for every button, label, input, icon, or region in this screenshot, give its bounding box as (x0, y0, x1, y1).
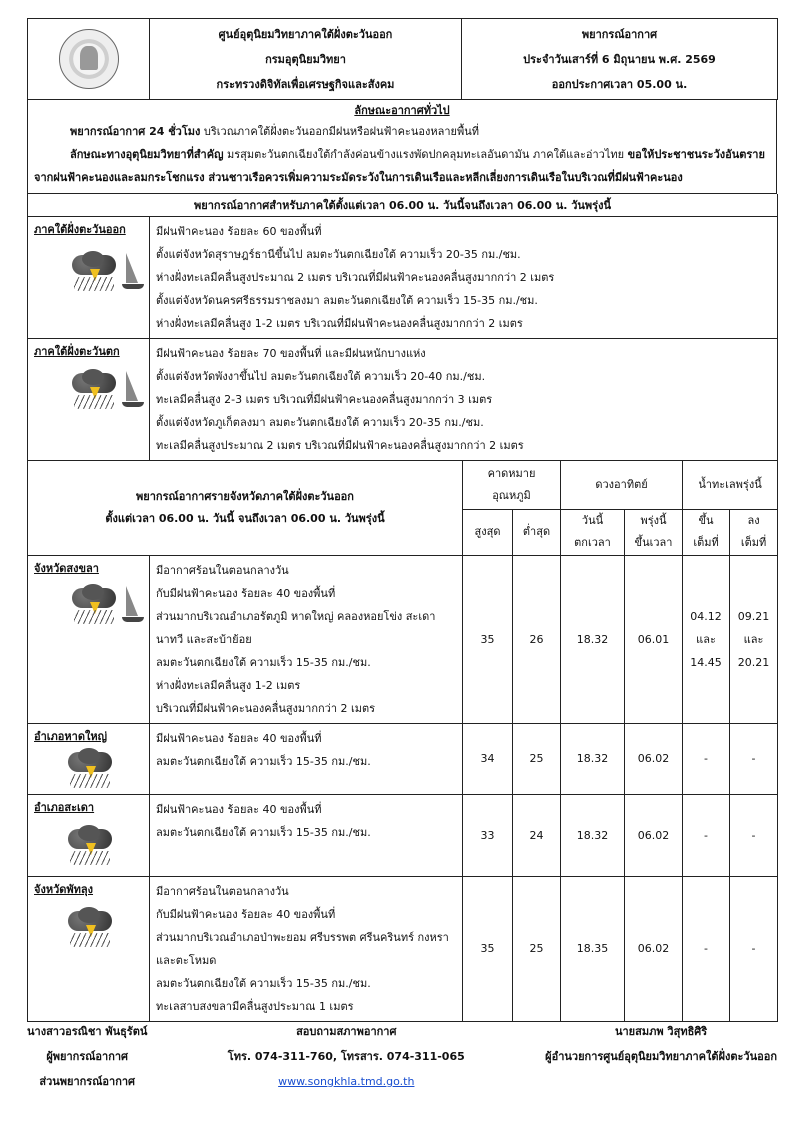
tide-up-times: - (683, 794, 730, 876)
sunrise-time: 06.02 (625, 876, 683, 1021)
max-temp: 35 (463, 555, 513, 723)
tide-down-label-2: เต็มที่ (740, 536, 767, 549)
min-temp: 25 (513, 723, 561, 794)
sunrise-time: 06.01 (625, 555, 683, 723)
province-row-sadao (28, 794, 778, 876)
province-row-songkhla (28, 555, 778, 723)
region-line: มีฝนฟ้าคะนอง ร้อยละ 60 ของพื้นที่ (156, 225, 322, 238)
tide-up-times: - (683, 876, 730, 1021)
forecaster-name: นางสาวอรณิชา พันธุรัตน์ (27, 1025, 148, 1038)
province-label-cell (28, 555, 150, 723)
province-icons (64, 748, 143, 790)
provincial-title-2: ตั้งแต่เวลา 06.00 น. วันนี้ จนถึงเวลา 06.00 น. วันพรุ่งนี้ (105, 511, 385, 525)
sunset-time: 18.32 (561, 794, 625, 876)
tide-up-1: 04.12 (690, 609, 722, 623)
general-paragraph-2 (34, 143, 770, 189)
min-temp: 26 (513, 555, 561, 723)
province-label-cell (28, 794, 150, 876)
region-line: ตั้งแต่จังหวัดนครศรีธรรมราชลงมา ลมตะวันตกเฉียงใต้ ความเร็ว 15-35 กม./ชม. (156, 294, 538, 307)
region-line: ตั้งแต่จังหวัดสุราษฎร์ธานีขึ้นไป ลมตะวันตกเฉียงใต้ ความเร็ว 20-35 กม./ชม. (156, 248, 521, 261)
regional-band: พยากรณ์อากาศสำหรับภาคใต้ตั้งแต่เวลา 06.00 น. วันนี้จนถึงเวลา 06.00 น. วันพรุ่งนี้ (28, 194, 778, 217)
min-temp: 24 (513, 794, 561, 876)
director-name: นายสมภพ วิสุทธิศิริ (614, 1025, 708, 1038)
issue-time: ออกประกาศเวลา 05.00 น. (551, 77, 688, 91)
province-text (150, 555, 463, 723)
thunderstorm-rain-icon (68, 369, 118, 411)
province-line: มีอากาศร้อนในตอนกลางวัน (156, 884, 289, 898)
director-role: ผู้อำนวยการศูนย์อุตุนิยมวิทยาภาคใต้ฝั่งตะวันออก (545, 1050, 777, 1063)
forecaster-dept: ส่วนพยากรณ์อากาศ (39, 1075, 136, 1088)
province-row-phatthalung (28, 876, 778, 1021)
region-line: ทะเลมีคลื่นสูงประมาณ 2 เมตร บริเวณที่มีฝนฟ้าคะนองคลื่นสูงมากกว่า 2 เมตร (156, 439, 524, 452)
province-name: อำเภอสะเดา (34, 800, 95, 814)
province-text (150, 723, 463, 794)
sunrise-time: 06.02 (625, 723, 683, 794)
thunderstorm-rain-icon (64, 748, 116, 790)
province-line: ทะเลสาบสงขลามีคลื่นสูงประมาณ 1 เมตร (156, 999, 354, 1013)
sailboat-icon (122, 253, 143, 293)
region-icons (68, 369, 143, 411)
p2-warning: ขอให้ประชาชนระวังอันตรายจากฝนฟ้าคะนองและลมกระโชกแรง ส่วนชาวเรือควรเพิ่มความระมัดระวังในการเดินเรือและหลีกเลี่ยงการเดินเรือในบริเวณที่มีฝนฟ้าคะนอง (34, 148, 765, 184)
agency-line2: กรมอุตุนิยมวิทยา (265, 52, 346, 66)
sun-header: ดวงอาทิตย์ (561, 461, 683, 509)
region-line: มีฝนฟ้าคะนอง ร้อยละ 70 ของพื้นที่ และมีฝนหนักบางแห่ง (156, 347, 426, 360)
tide-down-times (730, 555, 778, 723)
website-link[interactable]: www.songkhla.tmd.go.th (278, 1075, 415, 1088)
sunset-label-1: วันนี้ (581, 514, 604, 527)
region-cell-east (28, 217, 150, 339)
sunrise-label-2: ขึ้นเวลา (634, 536, 673, 549)
tide-down-times: - (730, 794, 778, 876)
region-icons (68, 251, 143, 293)
sunset-time: 18.32 (561, 555, 625, 723)
province-line: บริเวณที่มีฝนฟ้าคะนองคลื่นสูงมากกว่า 2 เมตร (156, 701, 376, 715)
province-line: กับมีฝนฟ้าคะนอง ร้อยละ 40 ของพื้นที่ (156, 907, 336, 921)
tide-down-label-1: ลง (747, 514, 760, 527)
province-line: มีฝนฟ้าคะนอง ร้อยละ 40 ของพื้นที่ (156, 731, 322, 745)
thunderstorm-rain-icon (68, 251, 118, 293)
province-line: ส่วนมากบริเวณอำเภอรัตภูมิ หาดใหญ่ คลองหอยโข่ง สะเดา (156, 609, 436, 623)
tide-header: น้ำทะเลพรุ่งนี้ (683, 461, 778, 509)
province-text (150, 794, 463, 876)
region-line: ตั้งแต่จังหวัดพังงาขึ้นไป ลมตะวันตกเฉียงใต้ ความเร็ว 20-40 กม./ชม. (156, 370, 486, 383)
max-temp: 35 (463, 876, 513, 1021)
tide-down-1: 09.21 (737, 609, 770, 623)
p1-text: บริเวณภาคใต้ฝั่งตะวันออกมีฝนหรือฝนฟ้าคะนองหลายพื้นที่ (200, 125, 479, 138)
province-label-cell (28, 876, 150, 1021)
doc-info-cell (462, 19, 778, 100)
region-line: ทะเลมีคลื่นสูง 2-3 เมตร บริเวณที่มีฝนฟ้าคะนองคลื่นสูงมากกว่า 3 เมตร (156, 393, 493, 406)
tide-up-label-2: เต็มที่ (693, 536, 719, 549)
department-seal-icon (59, 29, 119, 89)
province-icons (68, 584, 143, 626)
min-temp: 25 (513, 876, 561, 1021)
province-line: ห่างฝั่งทะเลมีคลื่นสูง 1-2 เมตร (156, 678, 301, 692)
tide-up-times: - (683, 723, 730, 794)
province-line: ลมตะวันตกเฉียงใต้ ความเร็ว 15-35 กม./ชม. (156, 655, 371, 669)
doc-title: พยากรณ์อากาศ (581, 27, 658, 41)
temp-header (463, 461, 561, 509)
province-row-hatyai (28, 723, 778, 794)
contact-title: สอบถามสภาพอากาศ (296, 1025, 397, 1038)
region-name: ภาคใต้ฝั่งตะวันตก (34, 345, 120, 358)
province-line: ลมตะวันตกเฉียงใต้ ความเร็ว 15-35 กม./ชม. (156, 754, 371, 768)
sunset-time: 18.35 (561, 876, 625, 1021)
agency-line3: กระทรวงดิจิทัลเพื่อเศรษฐกิจและสังคม (216, 77, 395, 91)
footer (27, 1019, 777, 1094)
province-name: จังหวัดสงขลา (34, 561, 99, 575)
contact-phone: โทร. 074-311-760, โทรสาร. 074-311-065 (227, 1050, 465, 1063)
region-cell-west (28, 339, 150, 461)
seal-cell (28, 19, 150, 100)
tide-down-times: - (730, 723, 778, 794)
province-name: จังหวัดพัทลุง (34, 882, 94, 896)
thunderstorm-rain-icon (64, 825, 116, 867)
province-line: กับมีฝนฟ้าคะนอง ร้อยละ 40 ของพื้นที่ (156, 586, 336, 600)
tide-down-times: - (730, 876, 778, 1021)
sunrise-label (625, 509, 683, 555)
max-temp: 34 (463, 723, 513, 794)
sunset-label-2: ตกเวลา (574, 536, 611, 549)
sailboat-icon (122, 586, 143, 626)
provincial-table (27, 461, 778, 1022)
province-line: ส่วนมากบริเวณอำเภอป่าพะยอม ศรีบรรพต ศรีนครินทร์ กงหรา (156, 930, 449, 944)
p2-text: มรสุมตะวันตกเฉียงใต้กำลังค่อนข้างแรงพัดปกคลุมทะเลอันดามัน ภาคใต้และอ่าวไทย (223, 148, 628, 161)
max-label: สูงสุด (463, 509, 513, 555)
date-line: ประจำวันเสาร์ที่ 6 มิถุนายน พ.ศ. 2569 (523, 52, 716, 66)
provincial-title-1: พยากรณ์อากาศรายจังหวัดภาคใต้ฝั่งตะวันออก (136, 489, 354, 503)
region-line: ตั้งแต่จังหวัดภูเก็ตลงมา ลมตะวันตกเฉียงใต้ ความเร็ว 20-35 กม./ชม. (156, 416, 484, 429)
tide-up-and: และ (696, 632, 716, 646)
p2-lead: ลักษณะทางอุตุนิยมวิทยาที่สำคัญ (70, 148, 224, 161)
agency-cell (150, 19, 462, 100)
general-paragraph-1 (34, 120, 770, 143)
sunrise-time: 06.02 (625, 794, 683, 876)
tide-down-and: และ (743, 632, 764, 646)
province-line: ลมตะวันตกเฉียงใต้ ความเร็ว 15-35 กม./ชม. (156, 825, 371, 839)
province-line: ลมตะวันตกเฉียงใต้ ความเร็ว 15-35 กม./ชม. (156, 976, 371, 990)
general-title: ลักษณะอากาศทั่วไป (354, 104, 450, 117)
general-section (27, 100, 777, 194)
province-line: มีอากาศร้อนในตอนกลางวัน (156, 563, 289, 577)
region-text-east (150, 217, 778, 339)
min-label: ต่ำสุด (513, 509, 561, 555)
footer-left (27, 1019, 147, 1094)
region-line: ห่างฝั่งทะเลมีคลื่นสูงประมาณ 2 เมตร บริเวณที่มีฝนฟ้าคะนองคลื่นสูงมากกว่า 2 เมตร (156, 271, 555, 284)
regional-table (27, 194, 778, 461)
tide-up-times (683, 555, 730, 723)
footer-middle (228, 1019, 465, 1094)
thunderstorm-rain-icon (68, 584, 118, 626)
region-text-west (150, 339, 778, 461)
province-label-cell (28, 723, 150, 794)
forecast-page (27, 18, 777, 1022)
region-line: ห่างฝั่งทะเลมีคลื่นสูง 1-2 เมตร บริเวณที่มีฝนฟ้าคะนองคลื่นสูงมากกว่า 2 เมตร (156, 317, 523, 330)
province-line: นาทวี และสะบ้าย้อย (156, 632, 252, 646)
tide-up-2: 14.45 (690, 655, 722, 669)
sunset-time: 18.32 (561, 723, 625, 794)
p1-lead: พยากรณ์อากาศ 24 ชั่วโมง (70, 125, 201, 138)
sunrise-label-1: พรุ่งนี้ (640, 514, 667, 527)
thunderstorm-rain-icon (64, 907, 116, 949)
province-line: และตะโหมด (156, 953, 217, 967)
province-icons (64, 907, 143, 949)
sunset-label (561, 509, 625, 555)
sailboat-icon (122, 371, 143, 411)
province-name: อำเภอหาดใหญ่ (34, 729, 107, 743)
tide-up-label-1: ขึ้น (698, 514, 714, 527)
province-line: มีฝนฟ้าคะนอง ร้อยละ 40 ของพื้นที่ (156, 802, 322, 816)
forecaster-role: ผู้พยากรณ์อากาศ (46, 1050, 129, 1063)
region-name: ภาคใต้ฝั่งตะวันออก (34, 223, 126, 236)
tide-up-label (683, 509, 730, 555)
max-temp: 33 (463, 794, 513, 876)
temp-header-1: คาดหมาย (487, 466, 536, 480)
tide-down-label (730, 509, 778, 555)
agency-line1: ศูนย์อุตุนิยมวิทยาภาคใต้ฝั่งตะวันออก (218, 27, 393, 41)
tide-down-2: 20.21 (737, 655, 770, 669)
province-text (150, 876, 463, 1021)
temp-header-2: อุณหภูมิ (492, 488, 531, 502)
provincial-title-cell (28, 461, 463, 555)
footer-right (545, 1019, 777, 1094)
province-icons (64, 825, 143, 867)
header-table (27, 18, 778, 100)
